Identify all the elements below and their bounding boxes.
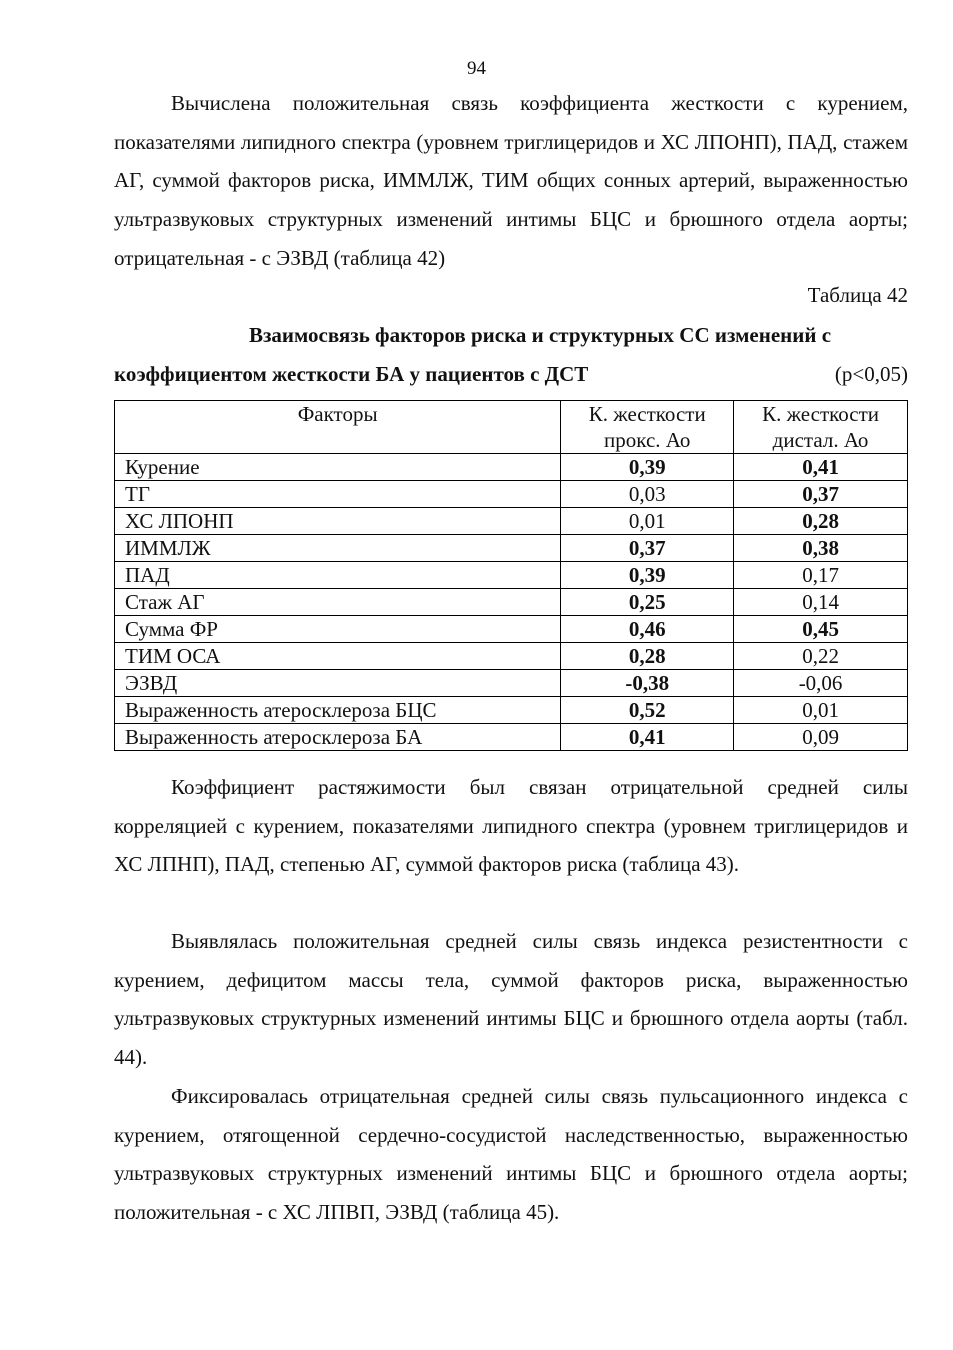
row-dist-value: 0,45 <box>734 616 908 643</box>
header-dist-line1: К. жесткости <box>762 402 880 426</box>
paragraph-2: Коэффициент растяжимости был связан отрицательной средней силы корреляцией с курением, показателями липидного спектра (уровнем триглицеридов и ХС ЛПНП), ПАД, степенью АГ, суммой факторов риска (таблица 43). <box>114 775 908 877</box>
row-factor: ЭЗВД <box>115 670 561 697</box>
header-dist-line2: дистал. Ао <box>772 428 869 452</box>
table-row <box>115 670 908 697</box>
paragraph-4: Фиксировалась отрицательная средней силы связь пульсационного индекса с курением, отягощенной сердечно-сосудистой наследственностью, выраженностью ультразвуковых структурных изменений интимы БЦС и брюшного отдела аорты; положительная - с ХС ЛПВП, ЭЗВД (таблица 45). <box>114 1084 908 1225</box>
page-number: 94 <box>467 58 486 79</box>
row-factor: Выраженность атеросклероза БЦС <box>115 697 561 724</box>
table-row <box>115 535 908 562</box>
row-factor: ТГ <box>115 481 561 508</box>
row-factor: ХС ЛПОНП <box>115 508 561 535</box>
row-prox-value: -0,38 <box>561 670 734 697</box>
table-row <box>115 454 908 481</box>
table-row <box>115 589 908 616</box>
table-caption-line2-text: коэффициентом жесткости БА у пациентов с ДСТ <box>114 362 589 386</box>
table-row <box>115 481 908 508</box>
paragraph-3: Выявлялась положительная средней силы связь индекса резистентности с курением, дефицитом массы тела, суммой факторов риска, выраженностью ультразвуковых структурных изменений интимы БЦС и брюшного отдела аорты (табл. 44). <box>114 929 908 1070</box>
header-prox <box>561 401 734 454</box>
header-prox-line1: К. жесткости <box>588 402 706 426</box>
table-label: Таблица 42 <box>807 283 908 307</box>
row-dist-value: 0,01 <box>734 697 908 724</box>
row-dist-value: 0,38 <box>734 535 908 562</box>
row-prox-value: 0,28 <box>561 643 734 670</box>
header-factors <box>115 401 561 454</box>
row-factor: ПАД <box>115 562 561 589</box>
row-prox-value: 0,46 <box>561 616 734 643</box>
table-row <box>115 724 908 751</box>
row-factor: Стаж АГ <box>115 589 561 616</box>
row-dist-value: 0,41 <box>734 454 908 481</box>
row-dist-value: 0,09 <box>734 724 908 751</box>
correlation-table <box>114 400 908 751</box>
row-factor: ТИМ ОСА <box>115 643 561 670</box>
table-row <box>115 508 908 535</box>
row-prox-value: 0,01 <box>561 508 734 535</box>
row-prox-value: 0,37 <box>561 535 734 562</box>
row-prox-value: 0,39 <box>561 454 734 481</box>
row-dist-value: 0,22 <box>734 643 908 670</box>
row-factor: Выраженность атеросклероза БА <box>115 724 561 751</box>
row-factor: Сумма ФР <box>115 616 561 643</box>
header-factors-label: Факторы <box>297 402 378 426</box>
header-prox-line2: прокс. Ао <box>604 428 691 452</box>
row-prox-value: 0,39 <box>561 562 734 589</box>
row-factor: Курение <box>115 454 561 481</box>
table-header-row <box>115 401 908 454</box>
p-value-note: (p<0,05) <box>834 362 908 386</box>
table-row <box>115 562 908 589</box>
row-dist-value: 0,37 <box>734 481 908 508</box>
table-caption-line1: Взаимосвязь факторов риска и структурных СС изменений с <box>248 323 832 347</box>
row-prox-value: 0,03 <box>561 481 734 508</box>
row-dist-value: -0,06 <box>734 670 908 697</box>
paragraph-1: Вычислена положительная связь коэффициента жесткости с курением, показателями липидного спектра (уровнем триглицеридов и ХС ЛПОНП), ПАД, стажем АГ, суммой факторов риска, ИММЛЖ, ТИМ общих сонных артерий, выраженностью ультразвуковых структурных изменений интимы БЦС и брюшного отдела аорты; отрицательная - с ЭЗВД (таблица 42) <box>114 91 908 270</box>
table-row <box>115 697 908 724</box>
row-dist-value: 0,28 <box>734 508 908 535</box>
table-row <box>115 643 908 670</box>
row-dist-value: 0,17 <box>734 562 908 589</box>
table-row <box>115 616 908 643</box>
row-prox-value: 0,41 <box>561 724 734 751</box>
table-caption-line2 <box>114 362 908 387</box>
row-factor: ИММЛЖ <box>115 535 561 562</box>
row-prox-value: 0,52 <box>561 697 734 724</box>
row-prox-value: 0,25 <box>561 589 734 616</box>
row-dist-value: 0,14 <box>734 589 908 616</box>
header-dist <box>734 401 908 454</box>
